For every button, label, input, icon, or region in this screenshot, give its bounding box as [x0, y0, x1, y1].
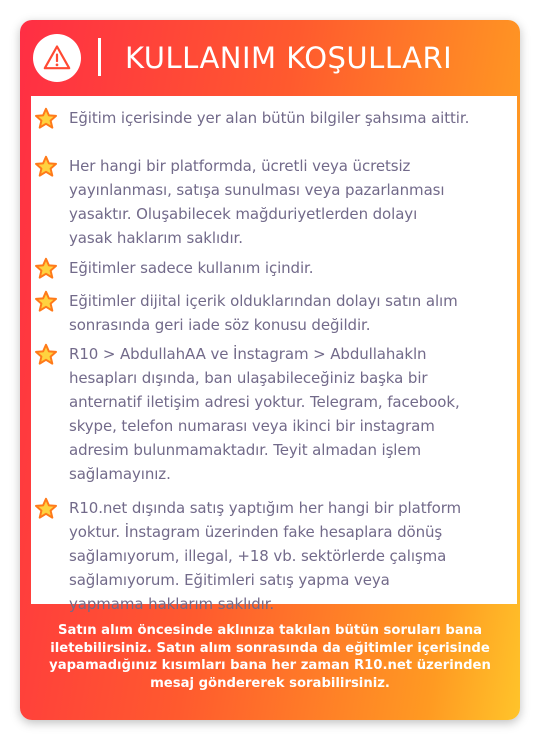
header: [20, 20, 520, 92]
star-icon: [34, 107, 58, 131]
list-item-text: R10.net dışında satış yaptığım her hangi bir platform yoktur. İnstagram üzerinden fake hesaplara dönüş sağlamıyorum, illegal, +18 vb. sektörlerde çalışma sağlamıyorum. Eğitimleri satış yapma veya yapmama haklarım saklıdır.: [69, 499, 462, 613]
list-item-text: R10 > AbdullahAA ve İnstagram > Abdullahakln hesapları dışında, ban ulaşabileceğiniz başka bir anternatif iletişim adresi yoktur. Telegram, facebook, skype, telefon numarası veya ikinci bir instagram adresim bulunmamaktadır. Teyit almadan işlem sağlamayınız.: [69, 345, 460, 483]
list-item-text: Eğitim içerisinde yer alan bütün bilgiler şahsıma aittir.: [69, 109, 470, 127]
terms-list: [31, 96, 517, 613]
footer-note: Satın alım öncesinde aklınıza takılan bütün soruları bana iletebilirsiniz. Satın alım sonrasında da eğitimler içerisinde yapamadığınız kısımları bana her zaman R10.net üzerinden mesaj göndererek sorabilirsiniz.: [49, 623, 491, 691]
list-item-text: Eğitimler dijital içerik olduklarından dolayı satın alım sonrasında geri iade söz konusu değildir.: [69, 292, 458, 334]
warning-icon: [42, 43, 72, 73]
star-icon: [34, 257, 58, 281]
star-icon: [34, 497, 58, 521]
terms-card: [20, 20, 520, 720]
star-icon: [34, 155, 58, 179]
page-title: KULLANIM KOŞULLARI: [125, 41, 453, 75]
star-icon: [34, 343, 58, 367]
list-item-text: Eğitimler sadece kullanım içindir.: [69, 259, 314, 277]
star-icon: [34, 290, 58, 314]
warning-badge: [33, 34, 81, 82]
list-item-text: Her hangi bir platformda, ücretli veya ücretsiz yayınlanması, satışa sunulması veya pazarlanması yasaktır. Oluşabilecek mağduriyetlerden dolayı yasak haklarım saklıdır.: [69, 157, 445, 247]
header-divider: [98, 38, 101, 76]
